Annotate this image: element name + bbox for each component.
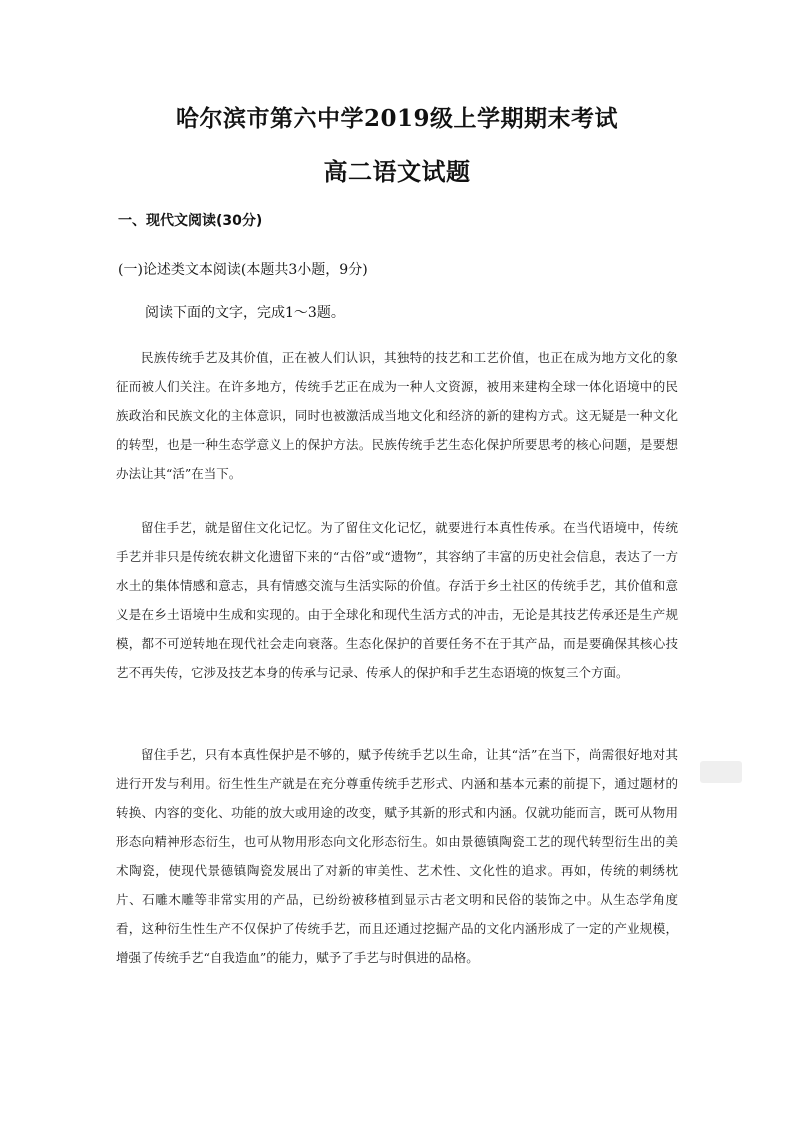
section-heading: 一、现代文阅读(30分) [118, 213, 263, 229]
passage-paragraph-2: 留住手艺，就是留住文化记忆。为了留住文化记忆，就要进行本真性传承。在当代语境中，传统手艺并非只是传统农耕文化遗留下来的“古俗”或“遗物”，其容纳了丰富的历史社会信息，表达了一方水土的集体情感和意志，具有情感交流与生活实际的价值。存活于乡土社区的传统手艺，其价值和意义是在乡土语境中生成和实现的。由于全球化和现代生活方式的冲击，无论是其技艺传承还是生产规模，都不可逆转地在现代社会走向衰落。生态化保护的首要任务不在于其产品，而是要确保其核心技艺不再失传，它涉及技艺本身的传承与记录、传承人的保护和手艺生态语境的恢复三个方面。 [116, 520, 678, 680]
exam-title: 哈尔滨市第六中学2019级上学期期末考试 [175, 105, 618, 132]
reading-instruction: 阅读下面的文字，完成1～3题。 [145, 305, 345, 321]
passage-paragraph-3: 留住手艺，只有本真性保护是不够的，赋予传统手艺以生命，让其“活”在当下，尚需很好地对其进行开发与利用。衍生性生产就是在充分尊重传统手艺形式、内涵和基本元素的前提下，通过题材的转换、内容的变化、功能的放大或用途的改变，赋予其新的形式和内涵。仅就功能而言，既可从物用形态向精神形态衍生，也可从物用形态向文化形态衍生。如由景德镇陶瓷工艺的现代转型衍生出的美术陶瓷，使现代景德镇陶瓷发展出了对新的审美性、艺术性、文化性的追求。再如，传统的刺绣枕片、石雕木雕等非常实用的产品，已纷纷被移植到显示古老文明和民俗的装饰之中。从生态学角度看，这种衍生性生产不仅保护了传统手艺，而且还通过挖掘产品的文化内涵形成了一定的产业规模，增强了传统手艺“自我造血”的能力，赋予了手艺与时俱进的品格。 [116, 747, 678, 965]
passage-paragraph-1: 民族传统手艺及其价值，正在被人们认识，其独特的技艺和工艺价值，也正在成为地方文化的象征而被人们关注。在许多地方，传统手艺正在成为一种人文资源，被用来建构全球一体化语境中的民族政治和民族文化的主体意识，同时也被激活成当地文化和经济的新的建构方式。这无疑是一种文化的转型，也是一种生态学意义上的保护方法。民族传统手艺生态化保护所要思考的核心问题，是要想办法让其“活”在当下。 [116, 350, 678, 481]
faint-watermark [700, 761, 742, 783]
exam-subtitle: 高二语文试题 [323, 157, 471, 186]
subsection-heading: (一)论述类文本阅读(本题共3小题，9分) [118, 262, 368, 278]
